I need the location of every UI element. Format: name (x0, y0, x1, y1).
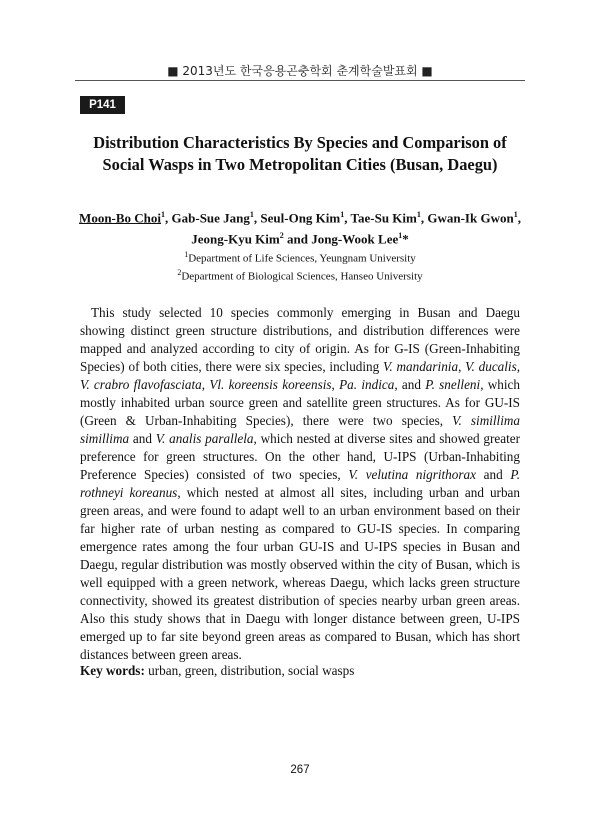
species-name: V. analis parallela (155, 431, 254, 446)
abstract (80, 304, 520, 664)
page-number: 267 (290, 764, 310, 776)
author-name: Gwan-Ik Gwon (427, 210, 514, 226)
species-name: Vl. koreensis koreensis (209, 377, 332, 392)
keywords-text: urban, green, distribution, social wasps (144, 663, 355, 678)
species-name: P. snelleni (425, 377, 481, 392)
author-affiliation-mark: 1 (161, 210, 166, 219)
author-affiliation-mark: 1 (340, 210, 345, 219)
author-affiliation-mark: 1 (398, 231, 403, 241)
affiliations (75, 248, 525, 283)
header-rule (75, 80, 525, 81)
author-affiliation-mark: 2 (279, 231, 284, 241)
affiliation (75, 266, 525, 284)
author-name: Moon-Bo Choi (79, 210, 162, 226)
species-name: Pa. indica (339, 377, 395, 392)
author-line-1: Moon-Bo Choi$^1$, Gab-Sue Jang$^1$, Seul-Ong Kim$^1$, Tae-Su Kim$^1$, Gwan-Ik Gwon$^1$, (79, 210, 521, 226)
author-affiliation-mark: 1 (513, 210, 518, 219)
keywords (80, 663, 520, 679)
species-name: V. velutina nigrithorax (348, 467, 476, 482)
author-name: Tae-Su Kim (350, 210, 417, 226)
author-name: Seul-Ong Kim (260, 210, 341, 226)
affiliation (75, 248, 525, 266)
title-line-2: Social Wasps in Two Metropolitan Cities (Busan, Daegu) (102, 155, 498, 174)
species-name: V. crabro flavofasciata (80, 377, 202, 392)
affiliation-mark: 2 (177, 267, 182, 277)
corresponding-author-mark: * (402, 231, 409, 247)
title-line-1: Distribution Characteristics By Species and Comparison of (93, 133, 507, 152)
affiliation-text: Department of Life Sciences, Yeungnam University (188, 252, 416, 265)
affiliation-text: Department of Biological Sciences, Hanseo University (181, 270, 423, 283)
affiliation-mark: 1 (184, 250, 189, 259)
author-line-2: Jeong-Kyu Kim$^2$ and Jong-Wook Lee$^1$* (191, 231, 409, 247)
keywords-label: Key words: (80, 663, 145, 678)
running-header: ■ 2013년도 한국응용곤충학회 춘계학술발표회 ■ (167, 64, 433, 78)
author-affiliation-mark: 1 (416, 210, 421, 219)
author-name: Jeong-Kyu Kim (191, 231, 280, 247)
species-name: P. rothneyi koreanus (80, 467, 520, 500)
abstract-paragraph: This study selected 10 species commonly emerging in Busan and Daegu showing distinct green structure distributions, and distribution differences were mapped and analyzed according to city of origin. As for G-IS (Green-Inhabiting Species) of both cities, there were six species, including V. mandarinia, V. ducalis, V. crabro flavofasciata, Vl. koreensis koreensis, Pa. indica, and P. snelleni, which mostly inhabited urban source green and satellite green structures. As for GU-IS (Green & Urban-Inhabiting Species), there were two species, V. simillima simillima and V. analis parallela, which nested at diverse sites and showed greater preference for green structures. On the other hand, U-IPS (Urban-Inhabiting Preference Species) consisted of two species, V. velutina nigrithorax and P. rothneyi koreanus, which nested at almost all sites, including urban and urban green areas, and were found to adapt well to an urban environment based on their far higher rate of urban nesting as compared to GU-IS species. In comparing emergence rates among the four urban GU-IS and U-IPS species in Busan and Daegu, regular distribution was mostly observed within the city of Busan, which is well equipped with a green network, whereas Daegu, which lacks green structure connectivity, showed its greatest distribution of species nearby urban green areas. Also this study shows that in Daegu with longer distance between green, U-IPS emerged up to far site beyond green areas as compared to Busan, which has short distances between green areas. (80, 305, 521, 662)
species-name: V. mandarinia (383, 359, 459, 374)
poster-id-badge: P141 (80, 96, 125, 114)
author-name: Jong-Wook Lee (311, 231, 399, 247)
species-name: V. ducalis (465, 359, 517, 374)
author-list (75, 206, 525, 249)
author-affiliation-mark: 1 (249, 210, 254, 219)
author-name: Gab-Sue Jang (171, 210, 250, 226)
species-name: V. simillima simillima (80, 413, 520, 446)
paper-title (75, 132, 525, 176)
